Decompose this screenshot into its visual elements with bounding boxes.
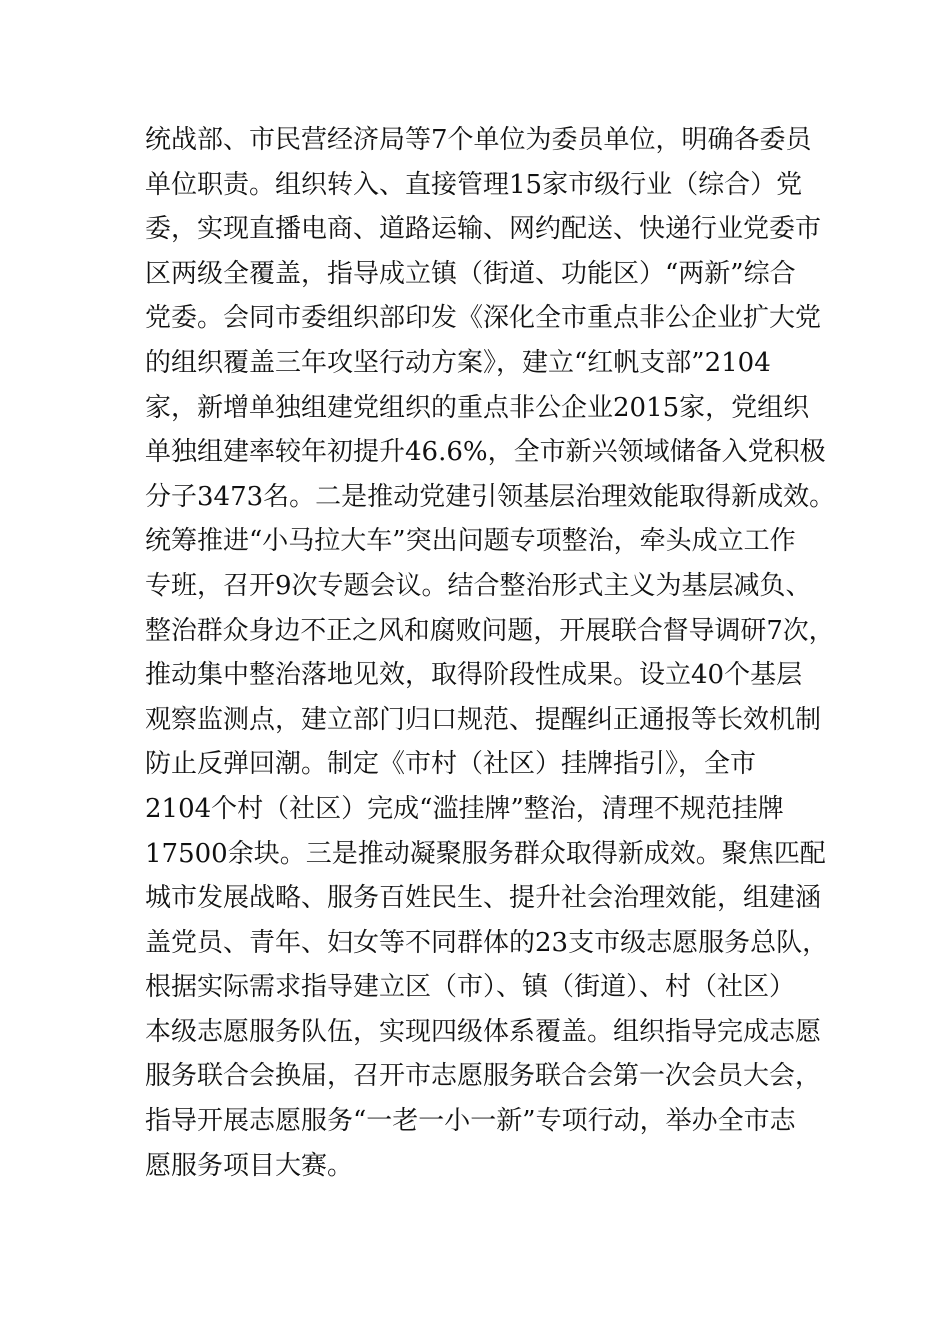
text-line: 推动集中整治落地见效，取得阶段性成果。设立40个基层 <box>145 660 803 691</box>
text-line: 分子3473名。二是推动党建引领基层治理效能取得新成效。 <box>145 481 836 512</box>
text-line: 观察监测点，建立部门归口规范、提醒纠正通报等长效机制 <box>145 704 822 735</box>
body-paragraph <box>145 118 836 1188</box>
text-line: 整治群众身边不正之风和腐败问题，开展联合督导调研7次， <box>145 615 835 646</box>
text-line: 根据实际需求指导建立区（市）、镇（街道）、村（社区） <box>145 972 796 1003</box>
text-line: 城市发展战略、服务百姓民生、提升社会治理效能，组建涵 <box>145 883 822 914</box>
text-line: 指导开展志愿服务“一老一小一新”专项行动，举办全市志 <box>145 1106 796 1137</box>
text-line: 专班，召开9次专题会议。结合整治形式主义为基层减负、 <box>145 570 812 601</box>
text-line: 家，新增单独组建党组织的重点非公企业2015家，党组织 <box>145 392 810 423</box>
text-line: 单位职责。组织转入、直接管理15家市级行业（综合）党 <box>145 169 803 200</box>
text-line: 防止反弹回潮。制定《市村（社区）挂牌指引》，全市 <box>145 749 757 780</box>
text-line: 本级志愿服务队伍，实现四级体系覆盖。组织指导完成志愿 <box>145 1016 822 1047</box>
text-line: 愿服务项目大赛。 <box>145 1150 354 1181</box>
text-line: 17500余块。三是推动凝聚服务群众取得新成效。聚焦匹配 <box>145 838 826 869</box>
text-line: 服务联合会换届，召开市志愿服务联合会第一次会员大会， <box>145 1061 822 1092</box>
text-line: 单独组建率较年初提升46.6%，全市新兴领域储备入党积极 <box>145 437 826 468</box>
text-line: 2104个村（社区）完成“滥挂牌”整治，清理不规范挂牌 <box>145 793 784 824</box>
text-line: 党委。会同市委组织部印发《深化全市重点非公企业扩大党 <box>145 303 822 334</box>
text-line: 委，实现直播电商、道路运输、网约配送、快递行业党委市 <box>145 214 822 245</box>
text-line: 区两级全覆盖，指导成立镇（街道、功能区）“两新”综合 <box>145 258 796 289</box>
text-line: 的组织覆盖三年攻坚行动方案》，建立“红帆支部”2104 <box>145 347 771 378</box>
text-line: 盖党员、青年、妇女等不同群体的23支市级志愿服务总队， <box>145 927 829 958</box>
text-line: 统筹推进“小马拉大车”突出问题专项整治，牵头成立工作 <box>145 526 796 557</box>
text-line: 统战部、市民营经济局等7个单位为委员单位，明确各委员 <box>145 125 812 155</box>
